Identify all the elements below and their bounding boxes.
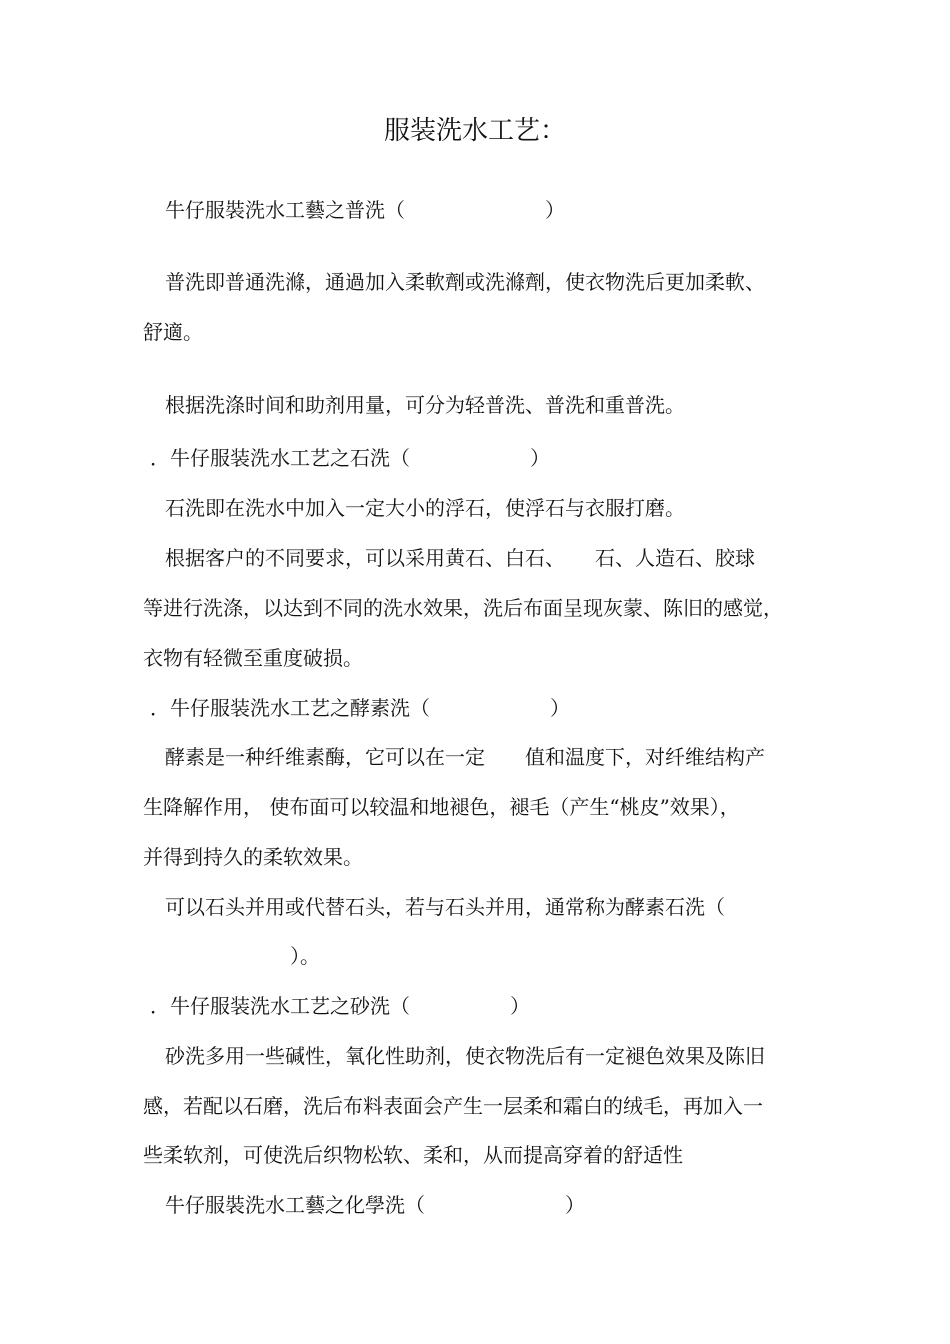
paragraph-line: 衣物有轻微至重度破损。 bbox=[143, 646, 363, 670]
heading-sand-wash: ．牛仔服装洗水工艺之砂洗（ ） bbox=[150, 994, 530, 1018]
heading-plain-wash: 牛仔服裝洗水工藝之普洗（ ） bbox=[165, 198, 565, 222]
paragraph-line: 并得到持久的柔软效果。 bbox=[143, 845, 363, 869]
paragraph-line: 根据客户的不同要求，可以采用黄石、白石、 石、人造石、胶球 bbox=[165, 546, 755, 570]
paragraph-line: 些柔软剂，可使洗后织物松软、柔和，从而提高穿着的舒适性 bbox=[143, 1143, 683, 1167]
paragraph-line: 等进行洗涤，以达到不同的洗水效果，洗后布面呈现灰蒙、陈旧的感觉， bbox=[143, 596, 783, 620]
paragraph-line: 可以石头并用或代替石头，若与石头并用，通常称为酵素石洗（ bbox=[165, 895, 725, 919]
paragraph-line: 感，若配以石磨，洗后布料表面会产生一层柔和霜白的绒毛，再加入一 bbox=[143, 1094, 763, 1118]
paragraph-line: 普洗即普通洗滌，通過加入柔軟劑或洗滌劑，使衣物洗后更加柔軟、 bbox=[165, 270, 765, 294]
paragraph-line: 酵素是一种纤维素酶，它可以在一定 值和温度下，对纤维结构产 bbox=[165, 745, 765, 769]
heading-chemical-wash: 牛仔服裝洗水工藝之化學洗（ ） bbox=[165, 1193, 585, 1217]
paragraph-line: 砂洗多用一些碱性，氧化性助剂，使衣物洗后有一定褪色效果及陈旧 bbox=[165, 1044, 765, 1068]
paragraph-line: 舒適。 bbox=[143, 320, 203, 344]
paragraph-line: ）。 bbox=[150, 944, 320, 968]
heading-stone-wash: ．牛仔服装洗水工艺之石洗（ ） bbox=[150, 446, 550, 470]
document-title: 服装洗水工艺： bbox=[383, 116, 566, 146]
paragraph-line: 生降解作用， 使布面可以较温和地褪色，褪毛（产生“桃皮”效果）， bbox=[143, 795, 740, 819]
paragraph-line: 根据洗涤时间和助剂用量，可分为轻普洗、普洗和重普洗。 bbox=[165, 393, 685, 417]
paragraph-line: 石洗即在洗水中加入一定大小的浮石，使浮石与衣服打磨。 bbox=[165, 496, 685, 520]
heading-enzyme-wash: ．牛仔服装洗水工艺之酵素洗（ ） bbox=[150, 696, 570, 720]
